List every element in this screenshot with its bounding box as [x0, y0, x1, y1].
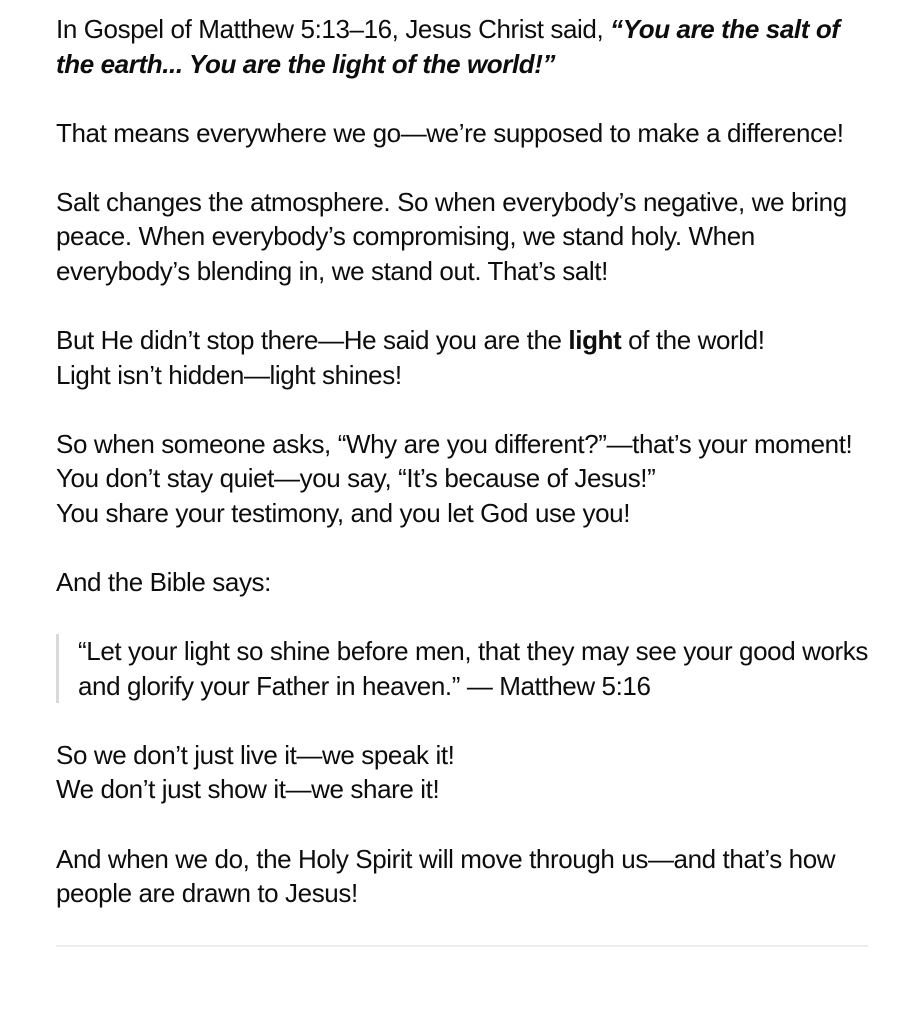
intro-lead-text: In Gospel of Matthew 5:13–16, Jesus Christ said, — [56, 14, 611, 44]
paragraph-salt: Salt changes the atmosphere. So when everybody’s negative, we bring peace. When everybody’s compromising, we stand holy. When everybody’s blending in, we stand out. That’s salt! — [56, 186, 847, 286]
paragraph-holy-spirit: And when we do, the Holy Spirit will move through us—and that’s how people are drawn to Jesus! — [56, 843, 836, 909]
jesus-quote-text: “You are the salt of the earth... You are the light of the world!” — [56, 14, 840, 79]
moment-line1-text: So when someone asks, “Why are you different?”—that’s your moment! — [56, 428, 853, 459]
scripture-blockquote — [56, 634, 868, 703]
paragraph-meaning: That means everywhere we go—we’re supposed to make a difference! — [56, 117, 844, 148]
speak-line1-text: So we don’t just live it—we speak it! — [56, 739, 455, 770]
moment-line2-text: You don’t stay quiet—you say, “It’s because of Jesus!” — [56, 463, 656, 494]
paragraph-moment — [56, 427, 868, 531]
light-pre-text: But He didn’t stop there—He said you are the — [56, 325, 569, 356]
paragraph-intro — [56, 12, 868, 81]
paragraph-bible-says: And the Bible says: — [56, 567, 271, 598]
light-post-text: of the world! — [621, 325, 765, 356]
paragraph-light — [56, 323, 868, 392]
scripture-quote-text: “Let your light so shine before men, that they may see your good works and glorify your Father in heaven.” — Matthew 5:16 — [78, 636, 868, 701]
paragraph-speak — [56, 738, 868, 807]
speak-line2-text: We don’t just show it—we share it! — [56, 774, 440, 805]
moment-line3-text: You share your testimony, and you let God use you! — [56, 497, 631, 528]
bottom-divider — [56, 945, 868, 947]
light-line2-text: Light isn’t hidden—light shines! — [56, 359, 402, 390]
light-bold-word: light — [568, 325, 622, 356]
